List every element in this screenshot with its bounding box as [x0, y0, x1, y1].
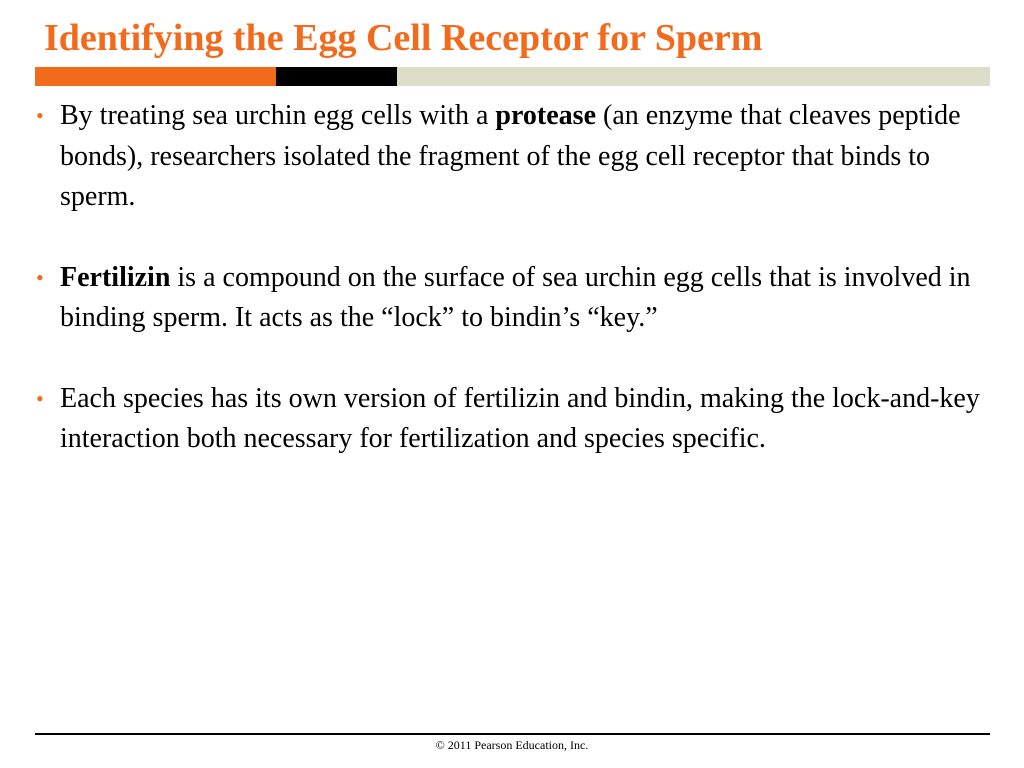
title-bar-orange-segment	[35, 67, 276, 86]
title-bar-black-segment	[276, 67, 397, 86]
bullet-text	[60, 100, 961, 212]
bullet-text-part: Each species has its own version of fertilizin and bindin, making the lock-and-key interaction both necessary for fertilization and species specific.	[60, 382, 980, 454]
bullet-text	[60, 262, 971, 334]
bullet-text-part: is a compound on the surface of sea urchin egg cells that is involved in binding sperm. It acts as the “lock” to bindin’s “key.”	[60, 261, 971, 333]
bullet-list	[36, 96, 996, 500]
bullet-bold-term: protease	[495, 100, 596, 131]
bullet-text-part: (an enzyme that cleaves peptide bonds), researchers isolated the fragment of the egg cell receptor that binds to sperm.	[60, 100, 961, 212]
bullet-marker: •	[36, 103, 44, 128]
bullet-marker: •	[36, 264, 44, 290]
copyright-footer: © 2011 Pearson Education, Inc.	[435, 738, 589, 752]
bullet-item	[36, 379, 996, 460]
bullet-item	[36, 258, 996, 339]
title-underline-bar	[35, 67, 990, 86]
bullet-text-part: By treating sea urchin egg cells with a	[60, 100, 496, 131]
slide-title: Identifying the Egg Cell Receptor for Sperm	[44, 17, 763, 59]
footer-divider	[35, 733, 990, 735]
title-bar-beige-segment	[397, 67, 990, 86]
bullet-item	[36, 96, 996, 218]
bullet-marker: •	[36, 385, 44, 411]
bullet-bold-term: Fertilizin	[60, 261, 171, 293]
bullet-text	[60, 383, 980, 455]
